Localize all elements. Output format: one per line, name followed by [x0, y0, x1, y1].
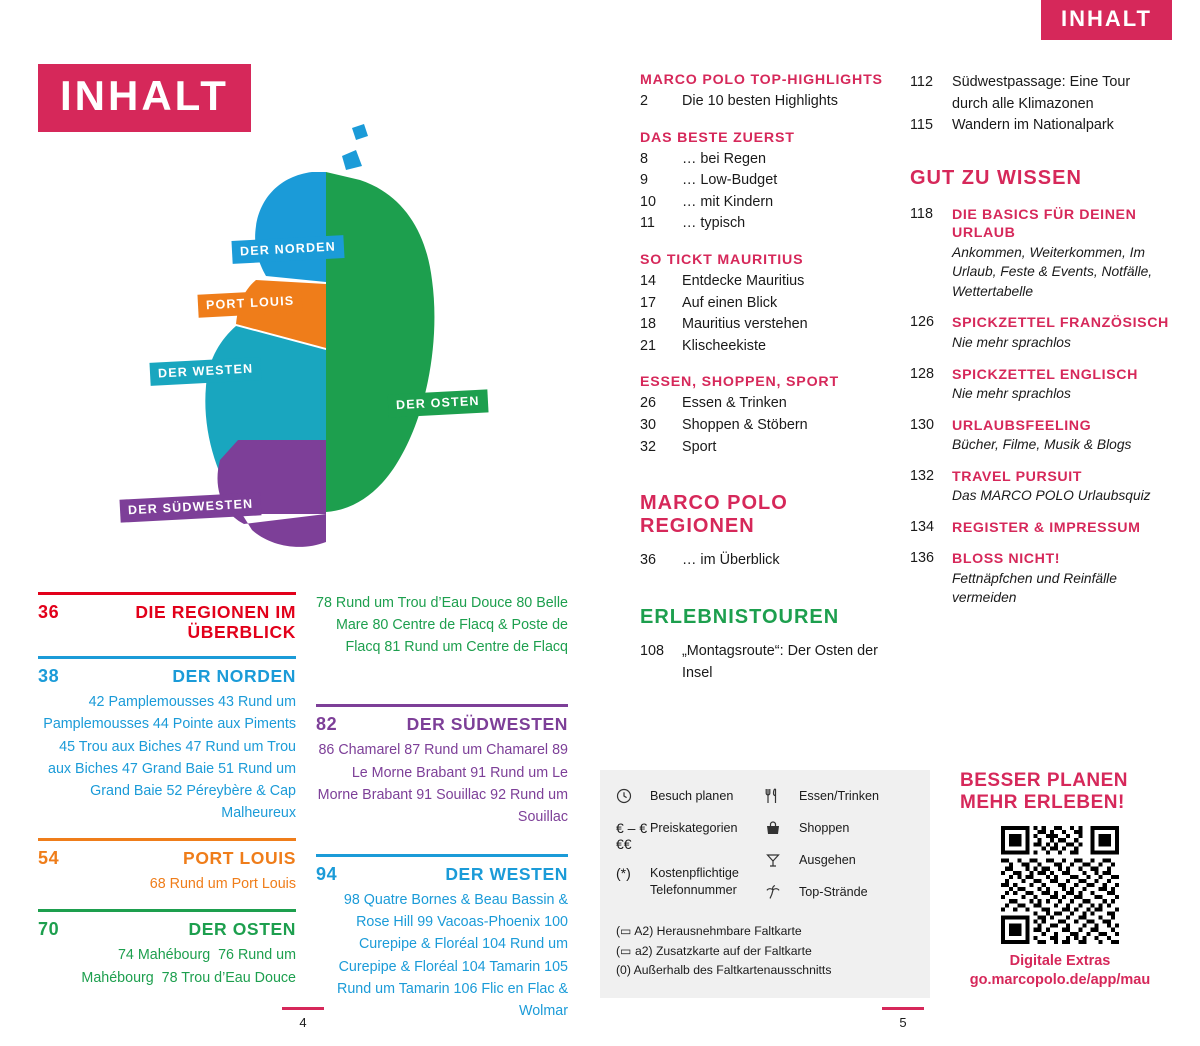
- digital-extras-label: Digitale Extras: [1009, 952, 1111, 969]
- section-rule: [38, 838, 296, 841]
- item-title: REGISTER & IMPRESSUM: [952, 519, 1141, 536]
- cutlery-icon: [765, 788, 799, 807]
- item-label: Klischeekiste: [682, 337, 766, 354]
- item-title: BLOSS NICHT!: [952, 551, 1061, 568]
- item-page: 9: [640, 172, 649, 189]
- list-item[interactable]: [910, 72, 1170, 115]
- list-item[interactable]: [640, 314, 890, 336]
- section-title: DER WESTEN: [445, 864, 568, 885]
- toc-block-so-tickt-mauritius[interactable]: [640, 252, 890, 357]
- asterisk-icon: (*): [616, 865, 631, 881]
- section-page: 54: [38, 848, 60, 869]
- toc-section-portlouis[interactable]: [38, 838, 296, 895]
- item-page: 126: [910, 314, 935, 331]
- item-page: 108: [640, 642, 665, 659]
- section-rule: [316, 854, 568, 857]
- list-item[interactable]: [640, 393, 890, 415]
- page-number-right-container: [880, 1007, 926, 1030]
- page-number-rule: [282, 1007, 324, 1010]
- legend-label: Besuch planen: [650, 789, 734, 803]
- item-page: 11: [640, 215, 655, 232]
- map-label-norden: DER NORDEN: [231, 235, 344, 264]
- toc-block-top-highlights[interactable]: [640, 72, 890, 113]
- list-item-spickzettel-franzoesisch[interactable]: [910, 314, 1170, 352]
- section-rule: [38, 909, 296, 912]
- legend-row: [765, 852, 914, 871]
- toc-column-left: [38, 592, 296, 1003]
- legend-label: Kostenpflichtige Telefonnummer: [650, 866, 739, 897]
- legend-footnote: (▭ A2) Herausnehmbare Faltkarte: [616, 924, 802, 938]
- item-label: … im Überblick: [682, 552, 780, 569]
- legend-box: [600, 770, 930, 998]
- item-label: Mauritius verstehen: [682, 316, 808, 333]
- legend-row: [765, 788, 914, 807]
- item-subtitle: Nie mehr sprachlos: [952, 385, 1071, 401]
- item-label: Essen & Trinken: [682, 395, 787, 412]
- list-item-register-impressum[interactable]: [910, 519, 1170, 537]
- list-item[interactable]: [640, 415, 890, 437]
- item-page: 8: [640, 150, 649, 167]
- legend-label: Preiskategorien: [650, 821, 738, 835]
- item-page: 115: [910, 117, 933, 134]
- right-column-left: [640, 72, 890, 701]
- top-bar: [0, 0, 1200, 46]
- section-title: DER SÜDWESTEN: [406, 714, 568, 735]
- page-number-right: 5: [899, 1015, 907, 1030]
- item-page: 26: [640, 395, 657, 412]
- item-page: 136: [910, 550, 935, 567]
- item-label: … Low-Budget: [682, 172, 778, 189]
- item-label: Entdecke Mauritius: [682, 273, 805, 290]
- item-subtitle: Nie mehr sprachlos: [952, 334, 1071, 350]
- section-entries: 42 Pamplemousses 43 Rund um Pamplemousses 44 Pointe aux Piments 45 Trou aux Biches 47 Rund um Trou aux Biches 47 Grand Baie 51 Rund um Grand Baie 52 Péreybère & Cap Malheureux: [43, 694, 296, 822]
- list-item-basics[interactable]: [910, 206, 1170, 302]
- toc-block-das-beste-zuerst[interactable]: [640, 130, 890, 235]
- item-page: 128: [910, 365, 935, 382]
- list-item-travel-pursuit[interactable]: [910, 468, 1170, 506]
- digital-extras-url[interactable]: go.marcopolo.de/app/mau: [969, 972, 1151, 989]
- legend-label: Ausgehen: [799, 853, 856, 867]
- item-label: … bei Regen: [682, 150, 766, 167]
- item-page: 18: [640, 316, 657, 333]
- section-rule: [38, 592, 296, 595]
- section-rule: [38, 656, 296, 659]
- panel-title-line2: MEHR ERLEBEN!: [960, 791, 1125, 813]
- section-entries: 68 Rund um Port Louis: [149, 876, 296, 893]
- item-label: … typisch: [682, 215, 746, 232]
- page-title: INHALT: [38, 64, 251, 132]
- item-page: 10: [640, 193, 657, 210]
- item-page: 134: [910, 518, 935, 535]
- item-title: SPICKZETTEL ENGLISCH: [952, 366, 1138, 383]
- toc-block-touren-continued: [910, 72, 1170, 137]
- page-number-left: 4: [299, 1015, 307, 1030]
- toc-block-erlebnistouren[interactable]: [640, 606, 890, 684]
- block-heading: ERLEBNISTOUREN: [640, 605, 840, 628]
- item-page: 118: [910, 205, 933, 222]
- list-item[interactable]: [640, 293, 890, 315]
- legend-row: [765, 884, 914, 903]
- legend-row: [616, 788, 765, 807]
- toc-osten-overflow: [316, 592, 568, 658]
- item-subtitle: Fettnäpfchen und Reinfälle vermeiden: [952, 570, 1117, 606]
- block-heading: MARCO POLO TOP-HIGHLIGHTS: [640, 72, 883, 88]
- list-item[interactable]: [640, 192, 890, 214]
- bag-icon: [765, 820, 799, 839]
- item-title: SPICKZETTEL FRANZÖSISCH: [952, 315, 1169, 332]
- list-item[interactable]: [640, 170, 890, 192]
- item-page: 17: [640, 294, 657, 311]
- map-svg: [120, 110, 540, 550]
- item-title: URLAUBSFEELING: [952, 417, 1092, 434]
- legend-row: [765, 820, 914, 839]
- list-item-spickzettel-englisch[interactable]: [910, 366, 1170, 404]
- map-islet-2: [342, 150, 362, 170]
- toc-section-westen[interactable]: [316, 854, 568, 1022]
- toc-section-norden[interactable]: [38, 656, 296, 824]
- block-heading: SO TICKT MAURITIUS: [640, 252, 804, 269]
- item-title: TRAVEL PURSUIT: [952, 468, 1083, 485]
- map-islet: [352, 124, 368, 140]
- item-page: 132: [910, 467, 935, 484]
- item-page: 36: [640, 552, 657, 569]
- legend-footnote: (▭ a2) Zusatzkarte auf der Faltkarte: [616, 943, 812, 958]
- item-label: Auf einen Blick: [682, 294, 778, 311]
- list-item[interactable]: [640, 213, 890, 235]
- item-label: Sport: [682, 438, 717, 455]
- list-item[interactable]: [640, 336, 890, 358]
- map-region-norden-main: [255, 172, 326, 282]
- cocktail-icon: [765, 852, 799, 871]
- legend-row: [616, 865, 765, 899]
- toc-block-marco-polo-regionen[interactable]: [640, 492, 890, 572]
- list-item[interactable]: [910, 115, 1170, 137]
- section-entries: 86 Chamarel 87 Rund um Chamarel 89 Le Morne Brabant 91 Rund um Le Morne Brabant 91 Souillac 92 Rund um Souillac: [317, 742, 568, 825]
- toc-section-suedwesten[interactable]: [316, 704, 568, 828]
- item-label: „Montagsroute“: Der Osten der Insel: [682, 642, 878, 681]
- legend-label: Essen/Trinken: [799, 789, 880, 803]
- section-title: DER OSTEN: [188, 919, 296, 940]
- legend-label: Shoppen: [799, 821, 850, 835]
- item-label: Wandern im Nationalpark: [952, 117, 1114, 134]
- section-page: 82: [316, 714, 338, 735]
- list-item[interactable]: [640, 550, 890, 572]
- map-label-westen: DER WESTEN: [149, 357, 261, 386]
- top-bar-tab: INHALT: [1041, 0, 1172, 40]
- map-label-suedwesten: DER SÜDWESTEN: [119, 492, 261, 522]
- block-heading: MARCO POLO REGIONEN: [640, 492, 788, 538]
- list-item-bloss-nicht[interactable]: [910, 550, 1170, 608]
- block-heading: DAS BESTE ZUERST: [640, 129, 795, 146]
- toc-section-osten[interactable]: [38, 909, 296, 988]
- item-subtitle: Das MARCO POLO Urlaubsquiz: [952, 488, 1151, 504]
- page-number-rule: [882, 1007, 924, 1010]
- item-page: 2: [640, 93, 649, 109]
- section-page: 70: [38, 919, 60, 940]
- map-label-portlouis: PORT LOUIS: [197, 289, 302, 317]
- legend-row: [616, 820, 765, 852]
- clock-icon: [616, 788, 650, 807]
- section-page: 94: [316, 864, 338, 885]
- right-column-right: [910, 72, 1170, 621]
- item-page: 14: [640, 273, 657, 290]
- list-item[interactable]: [640, 437, 890, 459]
- toc-block-essen-shoppen-sport[interactable]: [640, 374, 890, 458]
- item-label: Shoppen & Stöbern: [682, 417, 808, 434]
- legend-footnote: (0) Außerhalb des Faltkartenausschnitts: [616, 963, 832, 978]
- map-region-osten: [326, 172, 434, 512]
- qr-code[interactable]: [1001, 826, 1119, 944]
- item-page: 30: [640, 417, 657, 434]
- mauritius-map: [120, 110, 540, 550]
- item-subtitle: Ankommen, Weiterkommen, Im Urlaub, Feste & Events, Notfälle, Wettertabelle: [952, 244, 1153, 299]
- section-title: DIE REGIONEN IM ÜBERBLICK: [135, 602, 296, 643]
- section-rule: [316, 704, 568, 707]
- panel-title-line1: BESSER PLANEN: [960, 770, 1129, 791]
- list-item[interactable]: [640, 149, 890, 171]
- legend-column-right: [765, 788, 914, 916]
- section-title: PORT LOUIS: [183, 848, 296, 869]
- item-subtitle: Bücher, Filme, Musik & Blogs: [952, 436, 1132, 452]
- legend-column-left: [616, 788, 765, 916]
- item-page: 21: [640, 337, 657, 354]
- item-label: … mit Kindern: [682, 193, 774, 210]
- item-label: Die 10 besten Highlights: [682, 93, 838, 109]
- section-entries-continued: 78 Rund um Trou d’Eau Douce 80 Belle Mare 80 Centre de Flacq & Poste de Flacq 81 Rund um Centre de Flacq: [316, 595, 568, 656]
- list-item-urlaubsfeeling[interactable]: [910, 417, 1170, 455]
- price-icon: € – €€€: [616, 820, 648, 852]
- section-entries: 74 Mahébourg 76 Rund um Mahébourg 78 Trou d’Eau Douce: [81, 947, 296, 986]
- list-item[interactable]: [640, 641, 890, 684]
- legend-footnotes: [616, 922, 914, 981]
- legend-label: Top-Strände: [799, 885, 868, 899]
- list-item[interactable]: [640, 91, 890, 113]
- gut-zu-wissen-heading: GUT ZU WISSEN: [910, 166, 1082, 189]
- toc-column-right: [316, 592, 568, 1036]
- section-title: DER NORDEN: [172, 666, 296, 687]
- section-page: 36: [38, 602, 60, 622]
- item-label: Südwestpassage: Eine Tour durch alle Klimazonen: [952, 74, 1131, 112]
- list-item[interactable]: [640, 271, 890, 293]
- page-number-left-container: [280, 1007, 326, 1030]
- block-heading: ESSEN, SHOPPEN, SPORT: [640, 374, 839, 391]
- toc-section-regionen[interactable]: [38, 592, 296, 642]
- item-page: 130: [910, 416, 935, 433]
- section-page: 38: [38, 666, 60, 687]
- palm-icon: [765, 884, 799, 903]
- item-title: DIE BASICS FÜR DEINEN URLAUB: [952, 206, 1137, 242]
- digital-extras-panel: [960, 770, 1160, 991]
- item-page: 32: [640, 438, 657, 455]
- map-label-osten: DER OSTEN: [387, 389, 488, 417]
- qr-code-svg: [1001, 826, 1119, 944]
- item-page: 112: [910, 74, 933, 90]
- section-entries: 98 Quatre Bornes & Beau Bassin & Rose Hill 99 Vacoas-Phoenix 100 Curepipe & Floréal 104 Rund um Curepipe & Floréal 104 Tamarin 105 Rund um Tamarin 106 Flic en Flac & Wolmar: [337, 892, 568, 1019]
